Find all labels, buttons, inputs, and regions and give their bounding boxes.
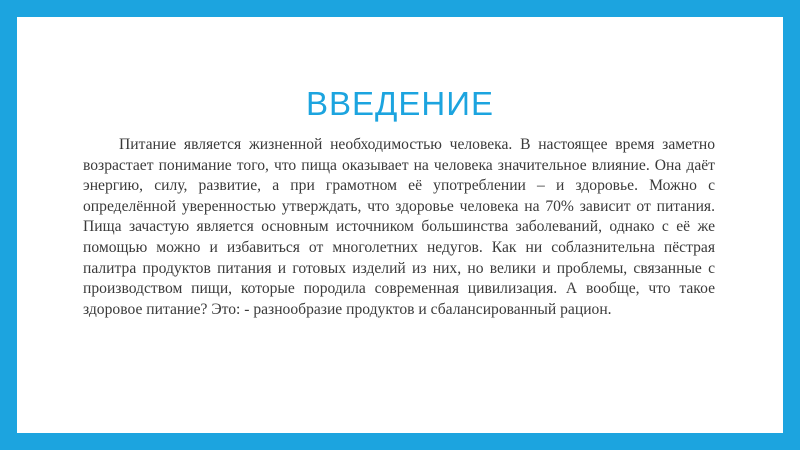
slide-title: ВВЕДЕНИЕ xyxy=(306,85,494,122)
slide-body-text: Питание является жизненной необходимостью человека. В настоящее время заметно возрастает понимание того, что пища оказывает на человека значительное влияние. Она даёт энергию, силу, развитие, а при грамотном её употреблении – и здоровье. Можно с определённой уверенностью утверждать, что здоровье человека на 70% зависит от питания. Пища зачастую является основным источником большинства заболеваний, однако с её же помощью можно и избавиться от многолетних недугов. Как ни соблазнительна пёстрая палитра продуктов питания и готовых изделий из них, но велики и проблемы, связанные с производством пищи, которые породила современная цивилизация. А вообще, что такое здоровое питание? Это: - разнообразие продуктов и сбалансированный рацион. xyxy=(83,136,715,318)
slide-content-area xyxy=(17,17,783,433)
